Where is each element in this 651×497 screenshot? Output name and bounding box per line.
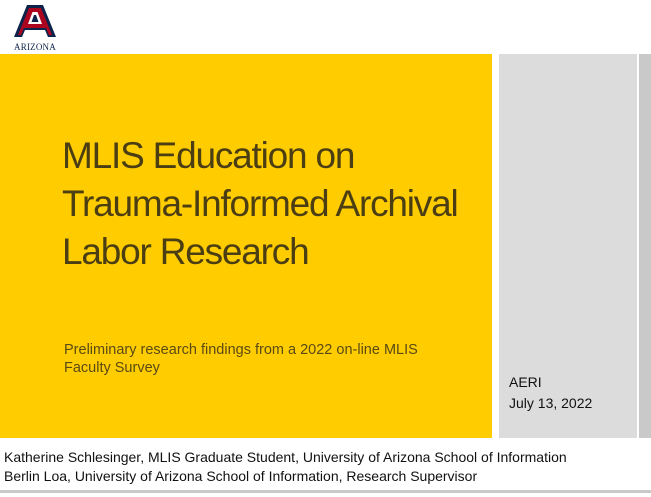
block-a-icon [6,4,64,42]
author-list [4,448,567,486]
event-date: July 13, 2022 [509,395,593,411]
slide-title: MLIS Education on Trauma-Informed Archival Labor Research [62,135,458,272]
logo-wordmark: ARIZONA [14,42,56,52]
author-line: Berlin Loa, University of Arizona School of Information, Research Supervisor [4,468,478,484]
event-name: AERI [509,374,542,390]
event-info [509,372,592,414]
slide-subtitle: Preliminary research findings from a 2022 on-line MLIS Faculty Survey [64,342,418,376]
footer-divider [0,490,651,493]
university-of-arizona-logo [6,4,64,52]
side-strip [639,54,651,438]
author-line: Katherine Schlesinger, MLIS Graduate Student, University of Arizona School of Information [4,449,567,465]
